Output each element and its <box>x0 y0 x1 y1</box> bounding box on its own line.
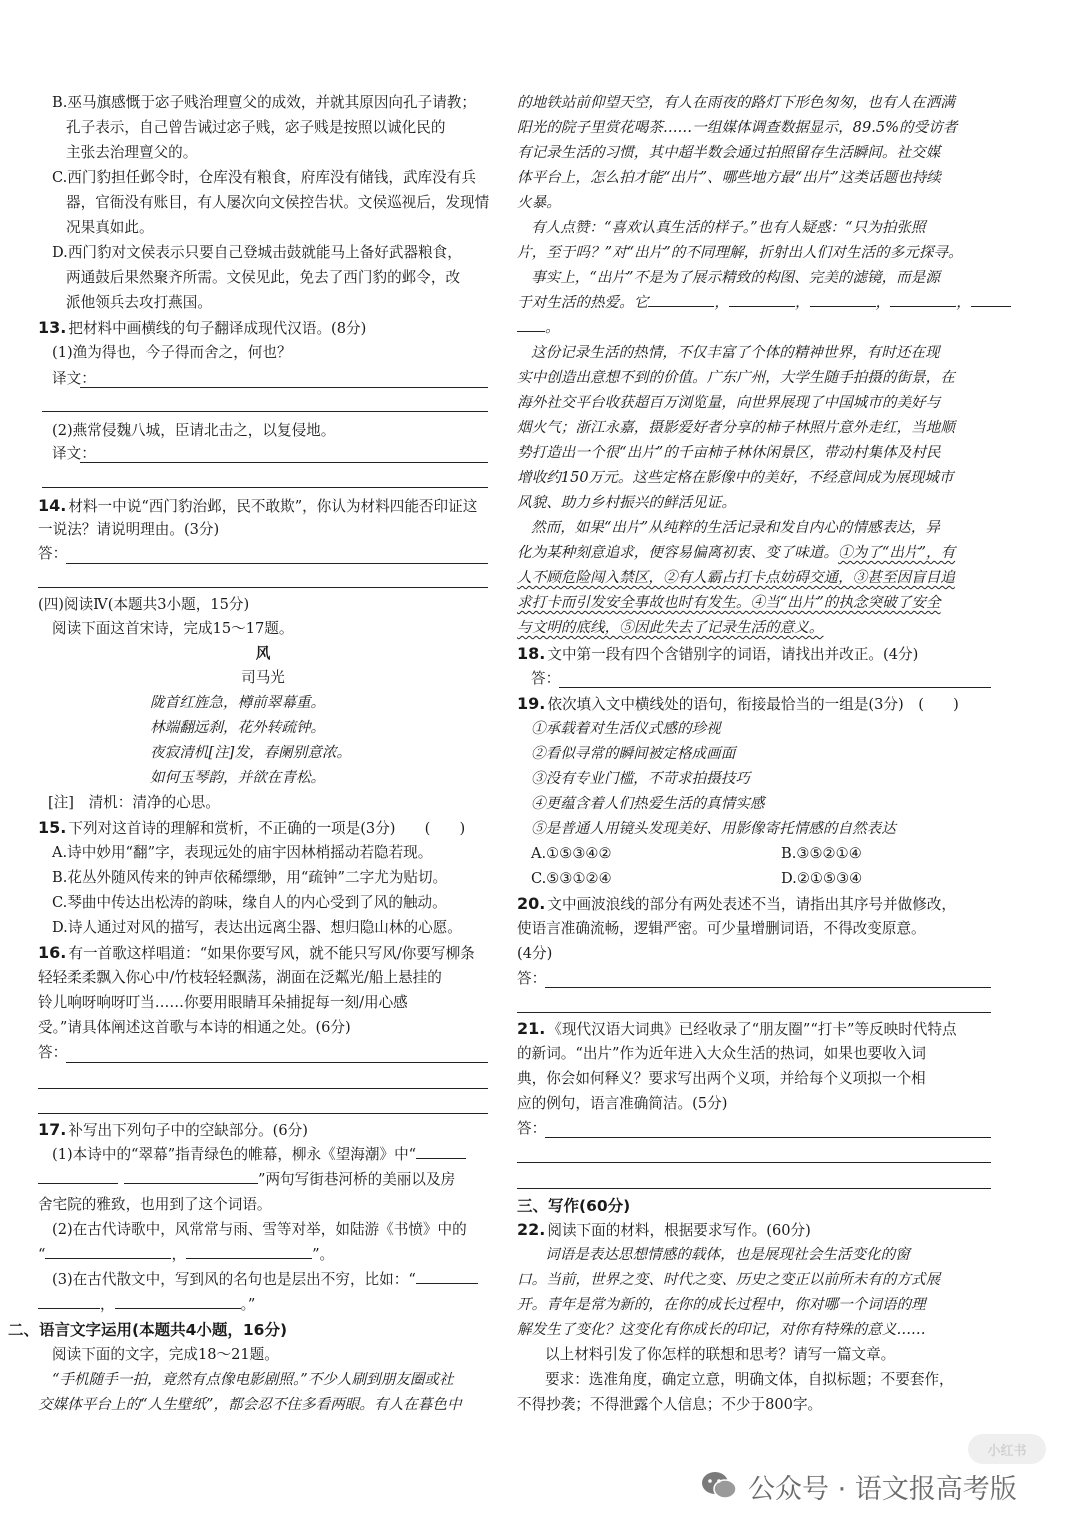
q13-stem <box>38 317 366 340</box>
q15-option-a[interactable]: A.诗中妙用“翻”字，表现远处的庙宇因林梢摇动若隐若现。 <box>52 844 433 861</box>
passage-line19-text: 化为某种刻意追求，便容易偏离初衷、变了味道。 <box>517 544 839 561</box>
passage-wavy-3: 求打卡而引发安全事故也时有发生。④当“出片”的执念突破了安全 <box>517 594 941 611</box>
q17-stem <box>38 1119 308 1142</box>
q21-line4: 应的例句，语言准确简洁。(5分) <box>517 1095 728 1112</box>
passage-line18: 然而，如果“出片”从纯粹的生活记录和发自内心的情感表达，异 <box>531 519 940 536</box>
q13-answer-line2[interactable] <box>42 411 488 412</box>
q20-answer-line1[interactable] <box>545 987 991 988</box>
q17-b-quote-close: ”。 <box>312 1246 335 1263</box>
q14-answer-line2[interactable] <box>38 587 488 588</box>
q22-material-line1: 词语是表达思想情感的载体，也是展现社会生活变化的窗 <box>545 1246 910 1263</box>
wechat-official-account-icon <box>700 1470 738 1502</box>
q16-line1 <box>38 942 475 965</box>
q14-stem-text: 材料一中说“西门豹治邺，民不敢欺”，你认为材料四能否印证这 <box>68 498 478 515</box>
q21-line3: 典，你会如何释义？要求写出两个义项，并给每个义项拟一个相 <box>517 1070 926 1087</box>
q19-option1: ①承载着对生活仪式感的珍视 <box>531 720 721 737</box>
q21-line1-text: 《现代汉语大词典》已经收录了“朋友圈”“打卡”等反映时代特点 <box>547 1021 957 1038</box>
passage-line17: 风貌、助力乡村振兴的鲜活见证。 <box>517 494 736 511</box>
q17-b-comma: ， <box>171 1246 187 1263</box>
q15-option-c[interactable]: C.琴曲中传达出松涛的韵味，缘自人的内心受到了风的触动。 <box>52 894 447 911</box>
q17-blank-3[interactable] <box>124 1169 258 1184</box>
passage-blank-2[interactable] <box>729 292 795 307</box>
q13-stem-text: 把材料中画横线的句子翻译成现代汉语。(8分) <box>68 320 367 337</box>
q13-answer-line4[interactable] <box>42 487 488 488</box>
q15-number: 15. <box>38 818 67 837</box>
watermark-text: 公众号 · 语文报高考版 <box>748 1473 1017 1505</box>
q22-material-line2: 口。当前，世界之变、时代之变、历史之变正以前所未有的方式展 <box>517 1271 941 1288</box>
q18-answer-line[interactable] <box>559 687 991 688</box>
q21-answer-line2[interactable] <box>517 1162 991 1163</box>
q22-material-line4: 解发生了变化？这变化有你成长的印记，对你有特殊的意义…… <box>517 1321 926 1338</box>
passage-line5: 火暴。 <box>517 194 561 211</box>
q12-option-d-line3: 派他领兵去攻打燕国。 <box>66 294 212 311</box>
q13-sentence1: (1)渔为得也，今子得而舍之，何也？ <box>52 344 292 361</box>
q19-choice-d[interactable]: D.②①⑤③④ <box>781 870 863 887</box>
passage-line10 <box>517 317 560 339</box>
passage-wavy-2: 人不顾危险闯入禁区，②有人霸占打卡点妨碍交通，③甚至因盲目追 <box>517 569 955 586</box>
q22-stem-text: 阅读下面的材料，根据要求写作。(60分) <box>547 1222 811 1239</box>
q19-stem <box>517 693 959 716</box>
q12-option-d-line2: 两通鼓后果然聚齐所需。文侯见此，免去了西门豹的邺令，改 <box>66 269 461 286</box>
q13-translation2-label: 译文： <box>52 445 96 462</box>
q16-answer-line1[interactable] <box>66 1062 488 1063</box>
q13-translation1-label: 译文： <box>52 370 96 387</box>
q12-option-c-line2: 器，官衙没有账目，有人屡次向文侯控告状。文侯巡视后，发现情 <box>66 194 490 211</box>
q17-a-line1-text: (1)本诗中的“翠幕”指青绿色的帷幕，柳永《望海潮》中“ <box>52 1146 417 1163</box>
passage-comma-3: ， <box>875 294 891 311</box>
passage-wavy-1: ①为了“出片”，有 <box>838 544 956 561</box>
q16-line3: 铃儿响呀响呀叮当……你要用眼睛耳朵捕捉每一刻/用心感 <box>38 994 408 1011</box>
poem-note: [注] 清机：清净的心思。 <box>48 794 220 811</box>
passage-line12: 实中创造出意想不到的价值。广东广州，大学生随手拍摄的街景，在 <box>517 369 955 386</box>
passage-line11: 这份记录生活的热情，不仅丰富了个体的精神世界，有时还在现 <box>531 344 940 361</box>
poem-title: 风 <box>255 645 271 662</box>
q13-sentence2: (2)燕常侵魏八城，臣请北击之，以复侵地。 <box>52 422 336 439</box>
q12-option-d-line1: D.西门豹对文侯表示只要自己登城击鼓就能马上备好武器粮食， <box>52 244 462 261</box>
q17-c-end: 。” <box>240 1296 256 1313</box>
part2-title: 二、语言文字运用(本题共4小题，16分) <box>8 1321 288 1339</box>
q17-blank-5[interactable] <box>186 1244 312 1259</box>
q17-stem-text: 补写出下列句子中的空缺部分。(6分) <box>68 1122 308 1139</box>
q14-answer-line1[interactable] <box>66 563 488 564</box>
passage-line10-end: 。 <box>545 319 560 336</box>
q12-option-b-line1: B.巫马旗感慨于宓子贱治理亶父的成效，并就其原因向孔子请教； <box>52 94 476 111</box>
q19-option4: ④更蕴含着人们热爱生活的真情实感 <box>531 795 765 812</box>
q15-option-b[interactable]: B.花丛外随风传来的钟声依稀缥缈，用“疏钟”二字尤为贴切。 <box>52 869 448 886</box>
passage-line15: 势打造出一个很“出片”的千亩柿子林休闲景区，带动村集体及村民 <box>517 444 941 461</box>
passage-blank-1[interactable] <box>648 292 714 307</box>
q17-blank-6[interactable] <box>416 1269 478 1284</box>
q17-blank-4[interactable] <box>45 1244 171 1259</box>
q20-line1 <box>517 893 956 916</box>
q19-choice-a[interactable]: A.①⑤③④② <box>531 845 612 862</box>
q17-a-line2 <box>38 1169 455 1191</box>
q12-option-b-line2: 孔子表示，自己曾告诫过宓子贱，宓子贱是按照以诚化民的 <box>66 119 446 136</box>
q19-option5: ⑤是普通人用镜头发现美好、用影像寄托情感的自然表达 <box>531 820 896 837</box>
q17-blank-2[interactable] <box>38 1169 118 1184</box>
q22-requirement-line2: 不得抄袭；不得泄露个人信息；不少于800字。 <box>517 1396 823 1413</box>
q20-number: 20. <box>517 894 546 913</box>
q17-blank-1[interactable] <box>416 1144 466 1159</box>
q21-answer-label: 答： <box>517 1120 547 1137</box>
q14-stem-line1 <box>38 495 477 518</box>
q16-line1-text: 有一首歌这样唱道：“如果你要写风，就不能只写风/你要写柳条 <box>68 945 475 962</box>
section4-title: (四)阅读Ⅳ(本题共3小题，15分) <box>38 596 250 613</box>
q12-option-c-line1: C.西门豹担任邺令时，仓库没有粮食，府库没有储钱，武库没有兵 <box>52 169 476 186</box>
q20-answer-line2[interactable] <box>517 1012 991 1013</box>
q14-stem-line2: 一说法？请说明理由。(3分) <box>38 521 220 538</box>
q16-answer-label: 答： <box>38 1044 68 1061</box>
q13-answer-line1[interactable] <box>80 387 488 388</box>
poem-author: 司马光 <box>241 669 285 686</box>
passage-line7: 片，至于吗？”对“出片”的不同理解，折射出人们对生活的多元探寻。 <box>517 244 963 261</box>
q12-option-c-line3: 况果真如此。 <box>66 219 154 236</box>
passage-line2: 阳光的院子里赏花喝茶……一组媒体调查数据显示，89.5%的受访者 <box>517 119 958 136</box>
q17-number: 17. <box>38 1120 67 1139</box>
q16-answer-line2[interactable] <box>38 1088 488 1089</box>
q14-answer-label: 答： <box>38 545 68 562</box>
q21-answer-line1[interactable] <box>545 1137 991 1138</box>
q22-requirement-line1: 要求：选准角度，确定立意，明确文体，自拟标题；不要套作， <box>545 1371 954 1388</box>
q15-option-d[interactable]: D.诗人通过对风的描写，表达出远离尘器、想归隐山林的心愿。 <box>52 919 462 936</box>
passage-p1-line1: “手机随手一拍，竟然有点像电影剧照。”不少人刷到朋友圈或社 <box>52 1371 454 1388</box>
passage-comma-2: ， <box>794 294 810 311</box>
passage-p1-line2: 交媒体平台上的“人生壁纸”，都会忍不住多看两眼。有人在暮色中 <box>38 1396 462 1413</box>
q17-a-line3: 舍宅院的雅致，也用到了这个词语。 <box>38 1196 272 1213</box>
q22-prompt: 以上材料引发了你怎样的联想和思考？请写一篇文章。 <box>545 1346 896 1363</box>
q22-stem <box>517 1219 811 1242</box>
q17-c-line1 <box>38 1269 478 1291</box>
passage-line9 <box>517 292 1011 314</box>
q20-line2: 使语言准确流畅，逻辑严密。可少量增删词语，不得改变原意。 <box>517 920 926 937</box>
passage-line4: 体平台上，怎么拍才能“出片”、哪些地方最“出片”这类话题也持续 <box>517 169 941 186</box>
passage-line13: 海外社交平台收获超百万浏览量，向世界展现了中国城市的美好与 <box>517 394 941 411</box>
q20-answer-label: 答： <box>517 970 547 987</box>
passage-blank-5[interactable] <box>971 292 1011 307</box>
passage-line1: 的地铁站前仰望天空，有人在雨夜的路灯下形色匆匆，也有人在洒满 <box>517 94 955 111</box>
q22-material-line3: 开。青年是常为新的，在你的成长过程中，你对哪一个词语的理 <box>517 1296 926 1313</box>
poem-line1: 陇首红旌急，樽前翠幕重。 <box>150 694 326 711</box>
q18-number: 18. <box>517 644 546 663</box>
q12-option-b-line3: 主张去治理亶父的。 <box>66 144 198 161</box>
q20-line1-text: 文中画波浪线的部分有两处表述不当，请指出其序号并做修改， <box>547 896 956 913</box>
passage-blank-6[interactable] <box>517 317 545 332</box>
section4-intro: 阅读下面这首宋诗，完成15～17题。 <box>52 620 294 637</box>
poem-line2: 林端翻远刹，花外转疏钟。 <box>150 719 326 736</box>
passage-blank-4[interactable] <box>890 292 956 307</box>
q19-choice-c[interactable]: C.⑤③①②④ <box>531 870 612 887</box>
q19-option2: ②看似寻常的瞬间被定格成画面 <box>531 745 736 762</box>
q22-number: 22. <box>517 1220 546 1239</box>
xiaohongshu-badge: 小红书 <box>968 1434 1046 1464</box>
q17-c-line1-text: (3)在古代散文中，写到风的名句也是层出不穷，比如：“ <box>52 1271 416 1288</box>
passage-comma-4: ， <box>956 294 971 311</box>
q15-stem <box>38 817 465 840</box>
q21-line1 <box>517 1018 957 1041</box>
poem-line4: 如何玉琴韵，并欲在青松。 <box>150 769 326 786</box>
passage-line8: 事实上，“出片”不是为了展示精致的构图、完美的滤镜，而是源 <box>531 269 940 286</box>
q15-stem-text: 下列对这首诗的理解和赏析，不正确的一项是(3分) ( ) <box>68 820 466 837</box>
q17-a-line1 <box>38 1144 466 1166</box>
q21-number: 21. <box>517 1019 546 1038</box>
q19-choice-b[interactable]: B.③⑤②①④ <box>781 845 862 862</box>
passage-line19 <box>517 542 955 564</box>
q21-answer-line3[interactable] <box>517 1188 991 1189</box>
q18-stem-text: 文中第一段有四个含错别字的词语，请找出并改正。(4分) <box>547 646 919 663</box>
q17-a-line2-text: ”两句写街巷河桥的美丽以及房 <box>258 1171 456 1188</box>
poem-line3: 夜寂清机[注]发，春阑别意浓。 <box>150 744 352 761</box>
q13-number: 13. <box>38 318 67 337</box>
q16-number: 16. <box>38 943 67 962</box>
q16-line4: 受。”请具体阐述这首歌与本诗的相通之处。(6分) <box>38 1019 351 1036</box>
q17-c-line2 <box>38 1294 255 1316</box>
q17-blank-7[interactable] <box>38 1294 100 1309</box>
q17-b-line1: (2)在古代诗歌中，风常常与雨、雪等对举，如陆游《书愤》中的 <box>52 1221 467 1238</box>
passage-line16: 增收约150万元。这些定格在影像中的美好，不经意间成为展现城市 <box>517 469 954 486</box>
passage-line3: 有记录生活的习惯，其中超半数会通过拍照留存生活瞬间。社交媒 <box>517 144 941 161</box>
q16-answer-line3[interactable] <box>38 1113 488 1114</box>
watermark <box>700 1462 1060 1510</box>
q18-answer-label: 答： <box>531 670 561 687</box>
passage-blank-3[interactable] <box>810 292 876 307</box>
passage-line9-text: 于对生活的热爱。它 <box>517 294 649 311</box>
q14-number: 14. <box>38 496 67 515</box>
q17-c-comma: ， <box>100 1296 115 1313</box>
q13-answer-line3[interactable] <box>80 462 488 463</box>
q17-b-line2 <box>38 1244 334 1266</box>
passage-wavy-4: 与文明的底线，⑤因此失去了记录生活的意义。 <box>517 619 824 636</box>
q16-line2: 轻轻柔柔飘入你心中/竹枝轻轻飘荡，湖面在泛粼光/船上悬挂的 <box>38 969 442 986</box>
q21-line2: 的新词。“出片”作为近年进入大众生活的热词，如果也要收入词 <box>517 1045 926 1062</box>
part2-intro: 阅读下面的文字，完成18～21题。 <box>52 1346 279 1363</box>
q18-stem <box>517 643 918 666</box>
q17-b-quote-open: “ <box>38 1246 46 1263</box>
q17-blank-8[interactable] <box>115 1294 241 1309</box>
part3-title: 三、写作(60分) <box>517 1197 631 1215</box>
passage-line6: 有人点赞：“喜欢认真生活的样子。”也有人疑惑：“只为拍张照 <box>531 219 926 236</box>
passage-line14: 烟火气；浙江永嘉，摄影爱好者分享的柿子林照片意外走红，当地顺 <box>517 419 955 436</box>
q19-stem-text: 依次填入文中横线处的语句，衔接最恰当的一组是(3分) ( ) <box>547 696 959 713</box>
q20-line3: (4分) <box>517 945 553 962</box>
passage-comma-1: ， <box>714 294 729 311</box>
q19-number: 19. <box>517 694 546 713</box>
q19-option3: ③没有专业门槛，不苛求拍摄技巧 <box>531 770 750 787</box>
